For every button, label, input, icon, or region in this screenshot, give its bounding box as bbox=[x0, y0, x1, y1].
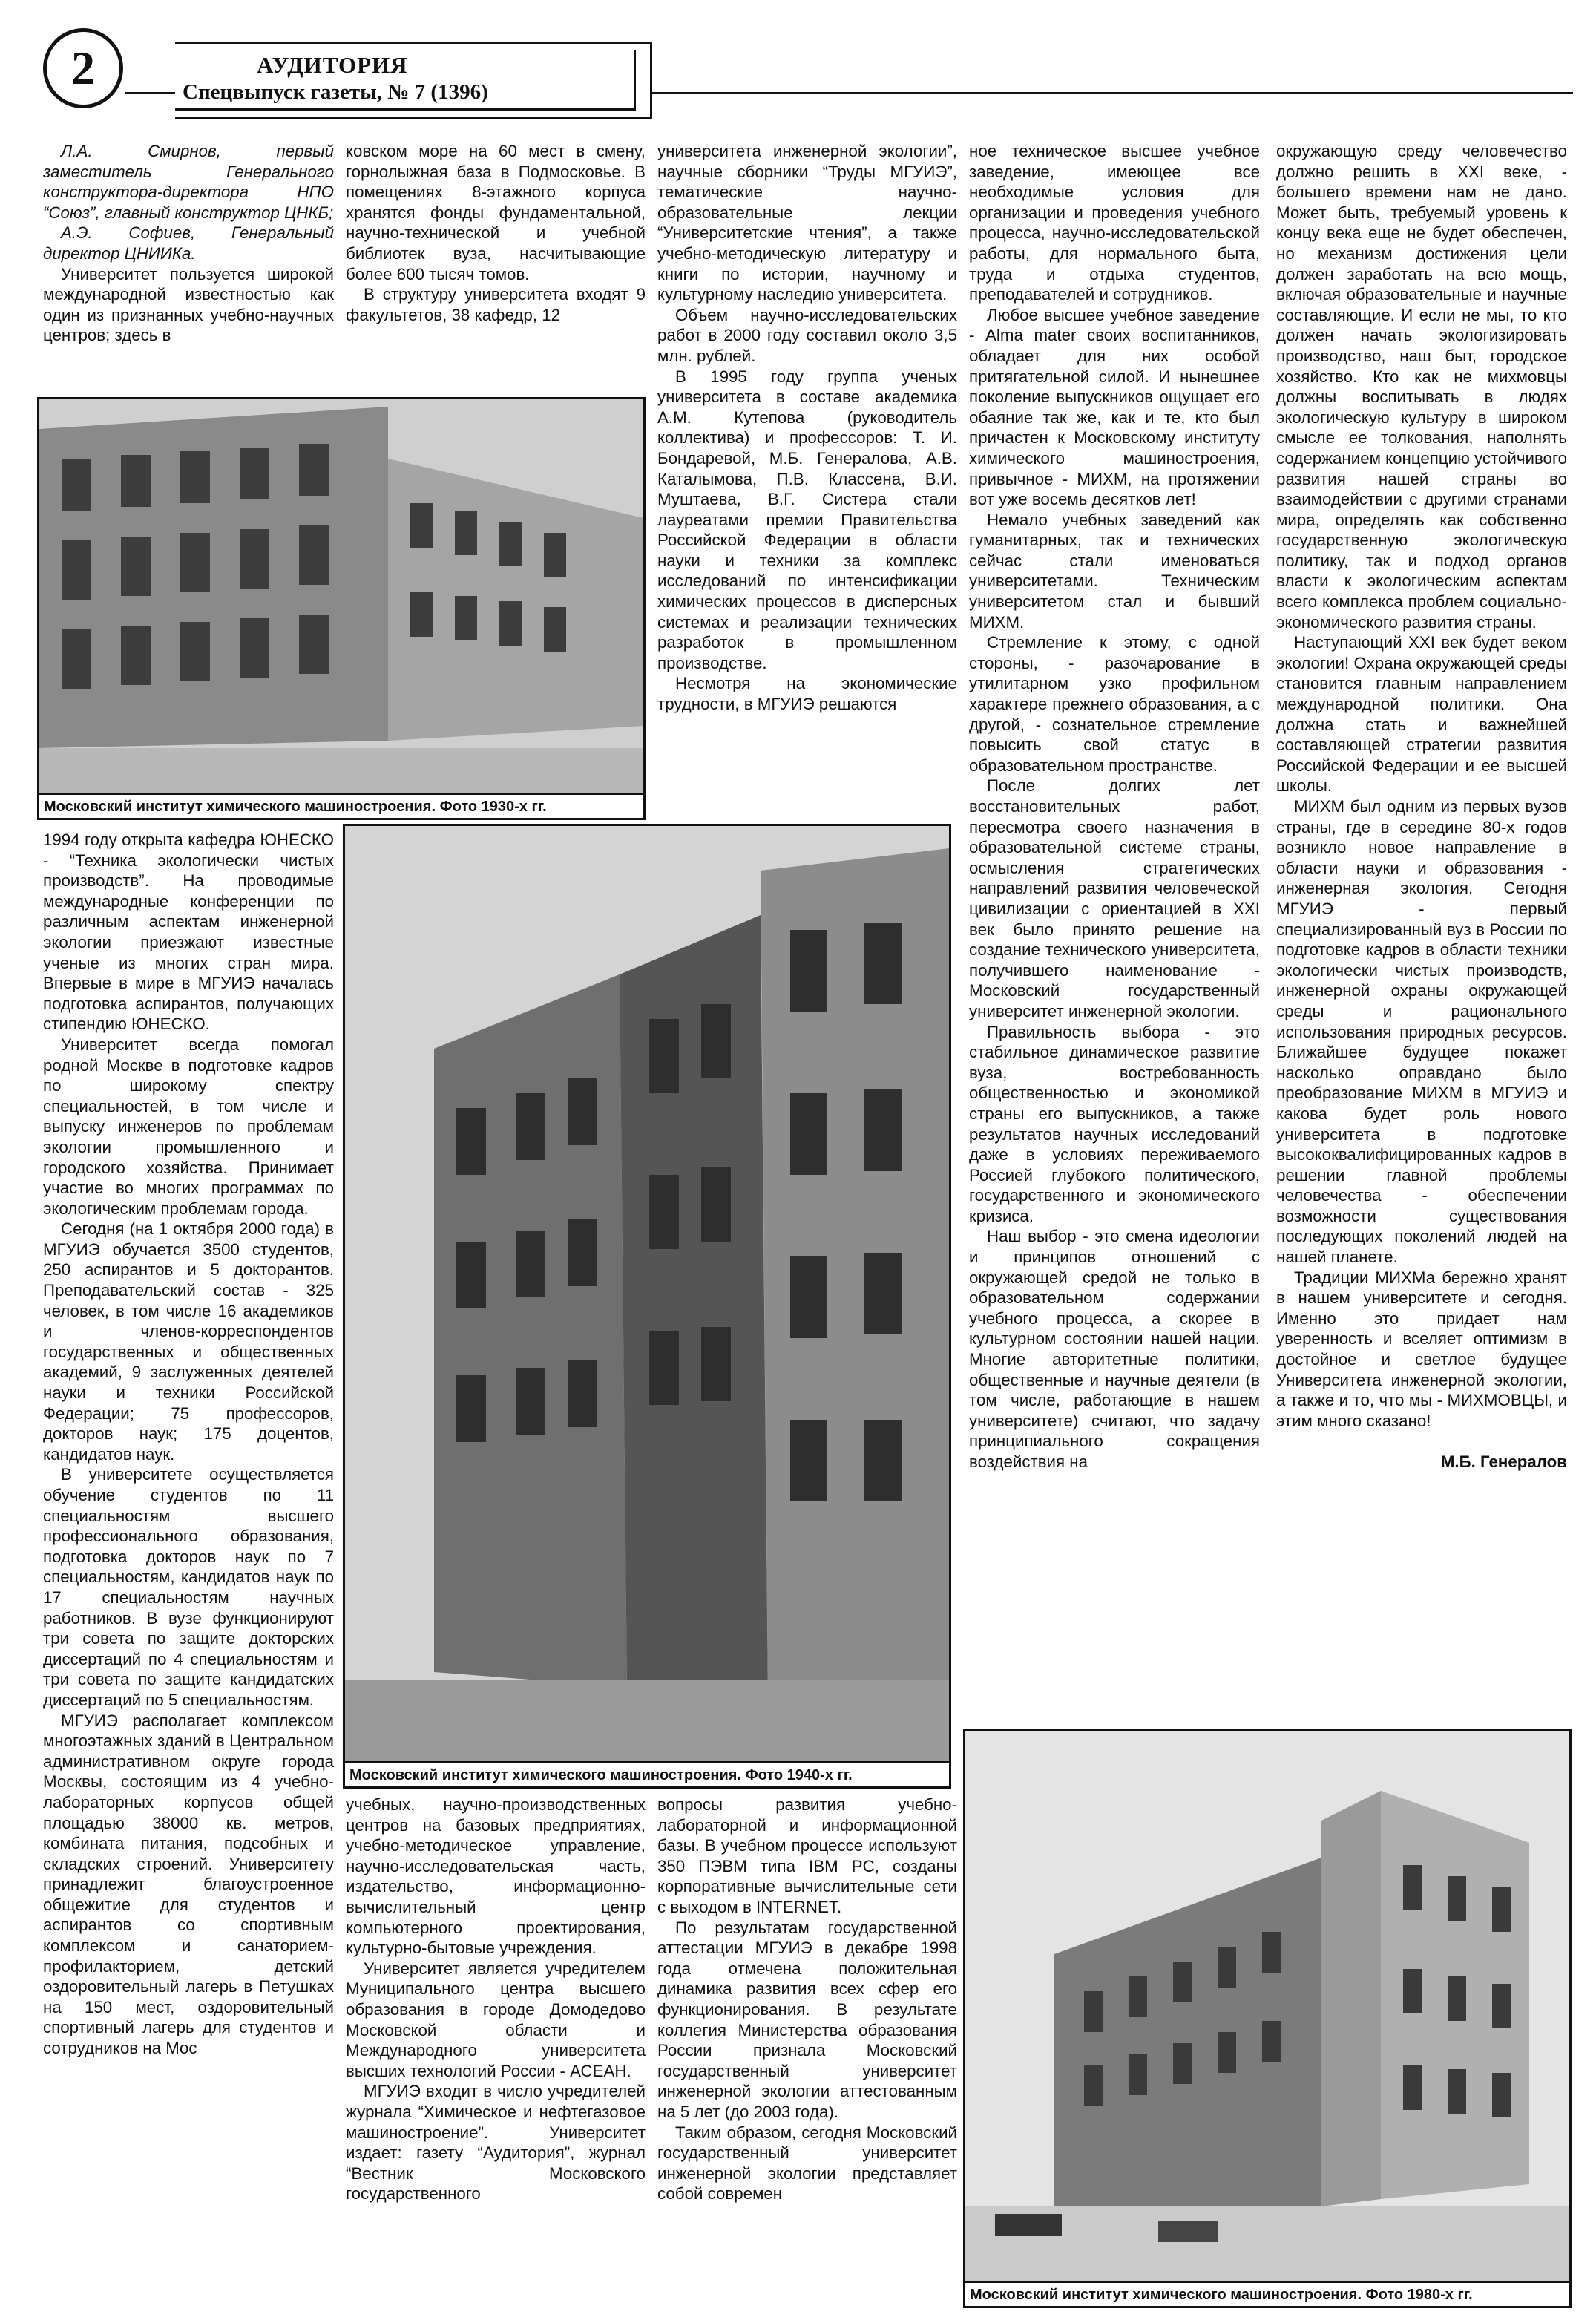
paragraph: Любое высшее учебное заведение - Alma mater своих воспитанников, обладает для них особой притягательной силой. И нынешнее поколение выпускников ощущает его обаяние так же, как и те, кто был причастен к Московскому институту химического машиностроения, привычное - МИХМ, на протяжении вот уже восемь десятков лет! bbox=[969, 305, 1260, 509]
paragraph: МГУИЭ располагает комплексом многоэтажных зданий в Центральном административном округе города Москвы, состоящим из 4 учебно-лабораторных корпусов общей площадью 38000 кв. метров, комбината питания, подсобных и складских строений. Университету принадлежит благоустроенное общежитие для студентов и аспирантов со спортивным комплексом и санаторием-профилакторием, детский оздоровительный лагерь в Петушках на 150 мест, оздоровительный спортивный лагерь для студентов и сотрудников на Мос bbox=[43, 1711, 334, 2058]
column-2-top bbox=[346, 141, 646, 325]
paragraph: После долгих лет восстановительных работ, пересмотра своего назначения в образовательной системе страны, осмысления стратегических направлений развития человеческой цивилизации с ориентацией в XXI век было принято решение на создание технического университета, получившего наименование - Московский государственный университет инженерной экологии. bbox=[969, 776, 1260, 1020]
paragraph: Наш выбор - это смена идеологии и принципов отношений с окружающей средой не только в образовательном содержании учебного процесса, а скорее в культурном состоянии нашей нации. Многие авторитетные политики, общественные и научные деятели (в том числе, работающие в нашем университете) считают, что задачу принципиального сокращения воздействия на bbox=[969, 1227, 1260, 1471]
column-3-bottom bbox=[657, 1795, 957, 2204]
paragraph: Правильность выбора - это стабильное динамическое развитие вуза, востребованность общественностью и экономикой страны его выпускников, а также результатов научных исследований даже в условиях переживаемого Россией глубокого политического, государственного и экономического кризиса. bbox=[969, 1022, 1260, 1225]
paragraph: окружающую среду человечество должно решить в XXI веке, - большего времени нам не дано. Может быть, требуемый уровень к концу века еще не будет обеспечен, но механизм достижения цели должен заработать на всю мощь, включая образовательные и научные составляющие. И если не мы, то кто должен начать экологизировать производство, наш быт, городское хозяйство. Кто как не михмовцы должны воспитывать в людях экологическую культуру в широком смысле ее толкования, наполнять содержанием концепцию устойчивого развития нашей страны во взаимодействии с другими странами мира, определять как собственно государственную экологическую политику, так и подход органов власти к экологическим аспектам всего комплекса проблем социально-экономического развития страны. bbox=[1276, 142, 1567, 632]
paragraph: Университет всегда помогал родной Москве в подготовке кадров по широкому спектру специальностей, в том числе и выпуску инженеров по проблемам экологии промышленного и городского хозяйства. Принимает участие во многих программах по экологическим проблемам города. bbox=[43, 1035, 334, 1218]
building-illustration bbox=[965, 1731, 1569, 2281]
column-5 bbox=[1276, 141, 1567, 1472]
paragraph: МИХМ был одним из первых вузов страны, где в середине 80-х годов возникло новое направление в области науки и образования - инженерная экология. Сегодня МГУИЭ - первый специализированный вуз в России по подготовке кадров в области техники экологически чистых производств, инженерной охраны окружающей среды и рационального использования природных ресурсов. Ближайшее будущее покажет насколько оправдано было преобразование МИХМ в МГУИЭ и какова будет роль нового университета в подготовке высококвалифицированных кадров в решении главной проблемы человечества - обеспечении возможности существования последующих поколений людей на нашей планете. bbox=[1276, 797, 1567, 1267]
page-header bbox=[30, 15, 1573, 119]
author-signature: М.Б. Генералов bbox=[1440, 1452, 1567, 1472]
paragraph: А.Э. Софиев, Генеральный директор ЦНИИКа. bbox=[43, 223, 334, 263]
paragraph: По результатам государственной аттестации МГУИЭ в декабре 1998 года отмечена положительная динамика развития всех сфер его функционирования. В результате коллегия Министерства образования России признала Московский государственный университет инженерной экологии аттестованным на 5 лет (до 2003 года). bbox=[657, 1918, 957, 2121]
photo-1930s bbox=[37, 397, 646, 820]
paragraph: Таким образом, сегодня Московский государственный университет инженерной экологии представляет собой современ bbox=[657, 2123, 957, 2203]
issue-subtitle: Спецвыпуск газеты, № 7 (1396) bbox=[183, 80, 488, 104]
photo-caption: Московский институт химического машиностроения. Фото 1980-х гг. bbox=[965, 2281, 1569, 2306]
column-1-top bbox=[43, 141, 334, 346]
column-2-bottom bbox=[346, 1795, 646, 2204]
paragraph: университета инженерной экологии”, научные сборники “Труды МГУИЭ”, тематические научно-образовательные лекции “Университетские чтения”, а также учебно-методическую литературу и книги по истории, научному и культурному наследию университета. bbox=[657, 142, 957, 304]
paragraph: 1994 году открыта кафедра ЮНЕСКО - “Техника экологически чистых производств”. На проводимые международные конференции по различным аспектам инженерной экологии приезжают известные ученые из многих стран мира. Впервые в мире в МГУИЭ началась подготовка аспирантов, получающих стипендию ЮНЕСКО. bbox=[43, 830, 334, 1034]
paragraph: Университет пользуется широкой международной известностью как один из признанных учебно-научных центров; здесь в bbox=[43, 264, 334, 345]
paragraph: Стремление к этому, с одной стороны, - разочарование в утилитарном узко профильном характере прежнего образования, а с другой, - сознательное стремление повысить свой статус в образовательном пространстве. bbox=[969, 633, 1260, 775]
paragraph: ное техническое высшее учебное заведение, имеющее все необходимые условия для организации и проведения учебного процесса, научно-исследовательской работы, для нормального быта, труда и отдыха студентов, преподавателей и сотрудников. bbox=[969, 142, 1260, 304]
photo-caption: Московский институт химического машиностроения. Фото 1930-х гг. bbox=[39, 793, 643, 818]
column-1-main bbox=[43, 830, 334, 2059]
paragraph: Традиции МИХМа бережно хранят в нашем университете и сегодня. Именно это придает нам уверенность и вселяет оптимизм в достойное и светлое будущее Университета инженерной экологии, а также и то, что мы - МИХМОВЦЫ, и этим много сказано! bbox=[1276, 1268, 1567, 1430]
column-4 bbox=[969, 141, 1260, 1472]
paragraph: В университете осуществляется обучение студентов по 11 специальностям высшего профессионального образования, подготовка докторов наук по 7 специальностям, кандидатов наук по 17 специальностям научных работников. В вузе функционируют три совета по защите докторских диссертаций по 4 специальностям и три совета по защите кандидатских диссертаций по 5 специальностям. bbox=[43, 1465, 334, 1709]
paragraph: ковском море на 60 мест в смену, горнолыжная база в Подмосковье. В помещениях 8-этажного корпуса хранятся фонды фундаментальной, научно-технической и учебной библиотек вуза, насчитывающие более 600 тысяч томов. bbox=[346, 142, 646, 284]
paragraph: Несмотря на экономические трудности, в МГУИЭ решаются bbox=[657, 674, 957, 714]
paragraph: В 1995 году группа ученых университета в составе академика А.М. Кутепова (руководитель коллектива) и профессоров: Т. И. Бондаревой, М.Б. Генералова, А.В. Каталымова, П.В. Класcена, В.И. Муштаева, В.Г. Систера стали лауреатами премии Правительства Российской Федерации в области науки и техники за комплекс исследований по интенсификации химических процессов в дисперсных системах и реализации технических разработок в промышленном производстве. bbox=[657, 367, 957, 672]
page-number: 2 bbox=[43, 28, 123, 108]
paragraph: МГУИЭ входит в число учредителей журнала “Химическое и нефтегазовое машиностроение”. Университет издает: газету “Аудитория”, журнал “Вестник Московского государственного bbox=[346, 2082, 646, 2203]
column-3-top bbox=[657, 141, 957, 715]
photo-1940s bbox=[343, 824, 951, 1789]
building-illustration bbox=[39, 399, 643, 793]
photo-1980s bbox=[963, 1729, 1572, 2308]
paragraph: Л.А. Смирнов, первый заместитель Генерального конструктора-директора НПО “Союз”, главный конструктор ЦНКБ; bbox=[43, 142, 334, 222]
paragraph: Немало учебных заведений как гуманитарных, так и технических сейчас стали именоваться университетами. Техническим университетом стал и бывший МИХМ. bbox=[969, 510, 1260, 632]
paragraph: учебных, научно-производственных центров на базовых предприятиях, учебно-методическое управление, научно-исследовательская часть, издательство, информационно-вычислительный центр компьютерного проектирования, культурно-бытовые учреждения. bbox=[346, 1795, 646, 1958]
section-title: АУДИТОРИЯ bbox=[257, 52, 408, 78]
paragraph: Сегодня (на 1 октября 2000 года) в МГУИЭ обучается 3500 студентов, 250 аспирантов и 5 докторантов. Преподавательский состав - 325 человек, в том числе 16 академиков и членов-корреспондентов государственных и общественных академий, 9 заслуженных деятелей науки и техники Российской Федерации; 75 профессоров, докторов наук; 175 доцентов, кандидатов наук. bbox=[43, 1219, 334, 1464]
paragraph: Университет является учредителем Муниципального центра высшего образования в городе Домодедово Московской области и Международного университета высших технологий России - АСЕАН. bbox=[346, 1959, 646, 2080]
building-illustration bbox=[345, 826, 949, 1761]
paragraph: вопросы развития учебно-лабораторной и информационной базы. В учебном процессе используют 350 ПЭВМ типа IBM PC, созданы корпоративные вычислительные сети с выходом в INTERNET. bbox=[657, 1795, 957, 1916]
paragraph: Объем научно-исследовательских работ в 2000 году составил около 3,5 млн. рублей. bbox=[657, 305, 957, 365]
paragraph: В структуру университета входят 9 факультетов, 38 кафедр, 12 bbox=[346, 285, 646, 324]
photo-caption: Московский институт химического машиностроения. Фото 1940-х гг. bbox=[345, 1761, 949, 1786]
paragraph: Наступающий XXI век будет веком экологии! Охрана окружающей среды становится главным направлением международной политики. Она должна стать и важнейшей составляющей стратегии развития Российской Федерации и ее высшей школы. bbox=[1276, 633, 1567, 796]
